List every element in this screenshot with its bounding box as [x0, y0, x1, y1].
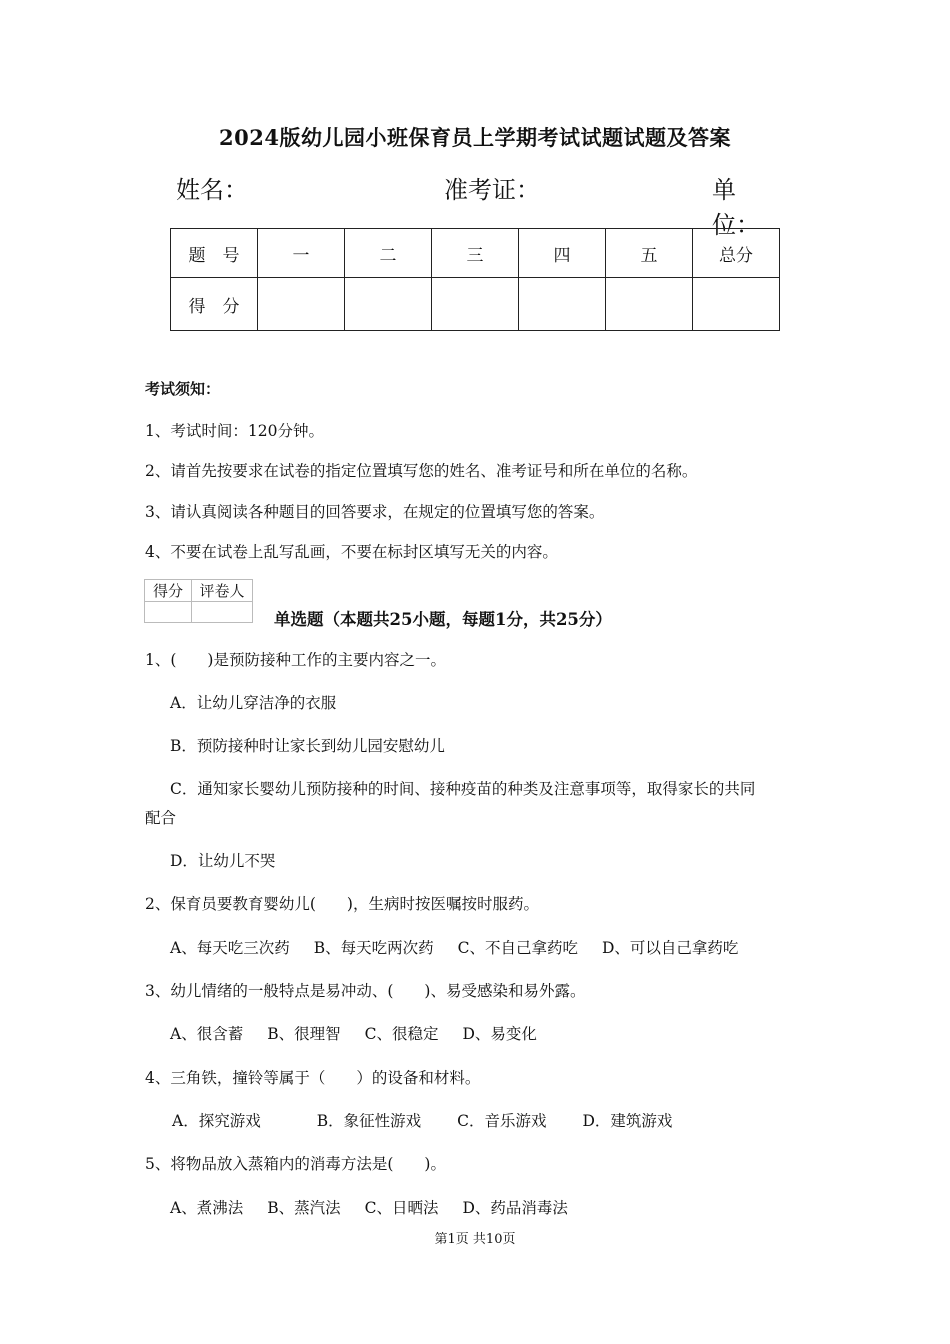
- score-table-header-cell: 题 号: [171, 229, 258, 278]
- question-option: B．象征性游戏: [316, 1112, 422, 1130]
- question-option: C、很稳定: [364, 1025, 439, 1043]
- score-cell[interactable]: [693, 278, 780, 331]
- score-cell[interactable]: [432, 278, 519, 331]
- candidate-info-row: [176, 170, 780, 239]
- question-option-continuation: 配合: [145, 809, 177, 827]
- grader-score-cell[interactable]: [145, 602, 192, 623]
- notice-item: 4、不要在试卷上乱写乱画，不要在标封区填写无关的内容。: [145, 543, 558, 561]
- name-label: 姓名：: [176, 176, 248, 204]
- page-footer: 第1页 共10页: [434, 1232, 516, 1247]
- question-stem: 3、幼儿情绪的一般特点是易冲动、( )、易受感染和易外露。: [145, 982, 586, 1000]
- question-options-row: [172, 1109, 696, 1131]
- grader-score-label: 得分: [145, 580, 192, 602]
- question-stem: 1、( )是预防接种工作的主要内容之一。: [145, 651, 446, 669]
- notice-heading: 考试须知：: [145, 380, 221, 398]
- notice-item: 3、请认真阅读各种题目的回答要求，在规定的位置填写您的答案。: [145, 503, 605, 521]
- score-table-header-cell: 三: [432, 229, 519, 278]
- question-option: D．建筑游戏: [582, 1112, 673, 1130]
- question-option: D、药品消毒法: [462, 1199, 568, 1217]
- question-options-row: [170, 1022, 561, 1044]
- question-option: D、易变化: [462, 1025, 537, 1043]
- score-cell[interactable]: [519, 278, 606, 331]
- question-option: C、不自己拿药吃: [457, 939, 578, 957]
- question-option: A．探究游戏: [172, 1112, 261, 1130]
- section-title: 单选题（本题共25小题，每题1分，共25分）: [274, 610, 612, 629]
- question-stem: 4、三角铁，撞铃等属于（ ）的设备和材料。: [145, 1069, 481, 1087]
- score-cell[interactable]: [258, 278, 345, 331]
- question-stem: 2、保育员要教育婴幼儿( )，生病时按医嘱按时服药。: [145, 895, 539, 913]
- notice-item: 2、请首先按要求在试卷的指定位置填写您的姓名、准考证号和所在单位的名称。: [145, 462, 698, 480]
- question-option: C、日晒法: [364, 1199, 439, 1217]
- question-option: A、很含蓄: [170, 1025, 244, 1043]
- question-option: D、可以自己拿药吃: [601, 939, 739, 957]
- question-option: A、每天吃三次药: [170, 939, 290, 957]
- score-cell[interactable]: [606, 278, 693, 331]
- score-table: [170, 228, 780, 331]
- question-options-row: [170, 1196, 592, 1218]
- question-options-row: [170, 936, 762, 958]
- score-table-header-row: [171, 229, 780, 278]
- grader-reviewer-label: 评卷人: [192, 580, 253, 602]
- score-cell[interactable]: [345, 278, 432, 331]
- unit-label: 单位：: [712, 176, 760, 239]
- score-row-label: 得 分: [171, 278, 258, 331]
- question-option: D．让幼儿不哭: [170, 852, 276, 870]
- question-option: C．音乐游戏: [457, 1112, 547, 1130]
- question-stem: 5、将物品放入蒸箱内的消毒方法是( )。: [145, 1155, 446, 1173]
- score-table-score-row: [171, 278, 780, 331]
- grader-box: [144, 579, 253, 623]
- question-option: A、煮沸法: [170, 1199, 244, 1217]
- question-option: A．让幼儿穿洁净的衣服: [170, 694, 337, 712]
- grader-reviewer-cell[interactable]: [192, 602, 253, 623]
- question-option: B．预防接种时让家长到幼儿园安慰幼儿: [170, 737, 445, 755]
- score-table-header-cell: 总分: [693, 229, 780, 278]
- question-option: B、蒸汽法: [267, 1199, 341, 1217]
- question-option: C．通知家长婴幼儿预防接种的时间、接种疫苗的种类及注意事项等，取得家长的共同: [170, 780, 756, 798]
- score-table-header-cell: 四: [519, 229, 606, 278]
- question-option: B、每天吃两次药: [313, 939, 434, 957]
- score-table-header-cell: 五: [606, 229, 693, 278]
- exam-id-label: 准考证：: [444, 176, 540, 204]
- page-title: 2024版幼儿园小班保育员上学期考试试题试题及答案: [219, 125, 731, 150]
- score-table-header-cell: 二: [345, 229, 432, 278]
- question-option: B、很理智: [267, 1025, 341, 1043]
- notice-item: 1、考试时间：120分钟。: [145, 422, 324, 440]
- score-table-header-cell: 一: [258, 229, 345, 278]
